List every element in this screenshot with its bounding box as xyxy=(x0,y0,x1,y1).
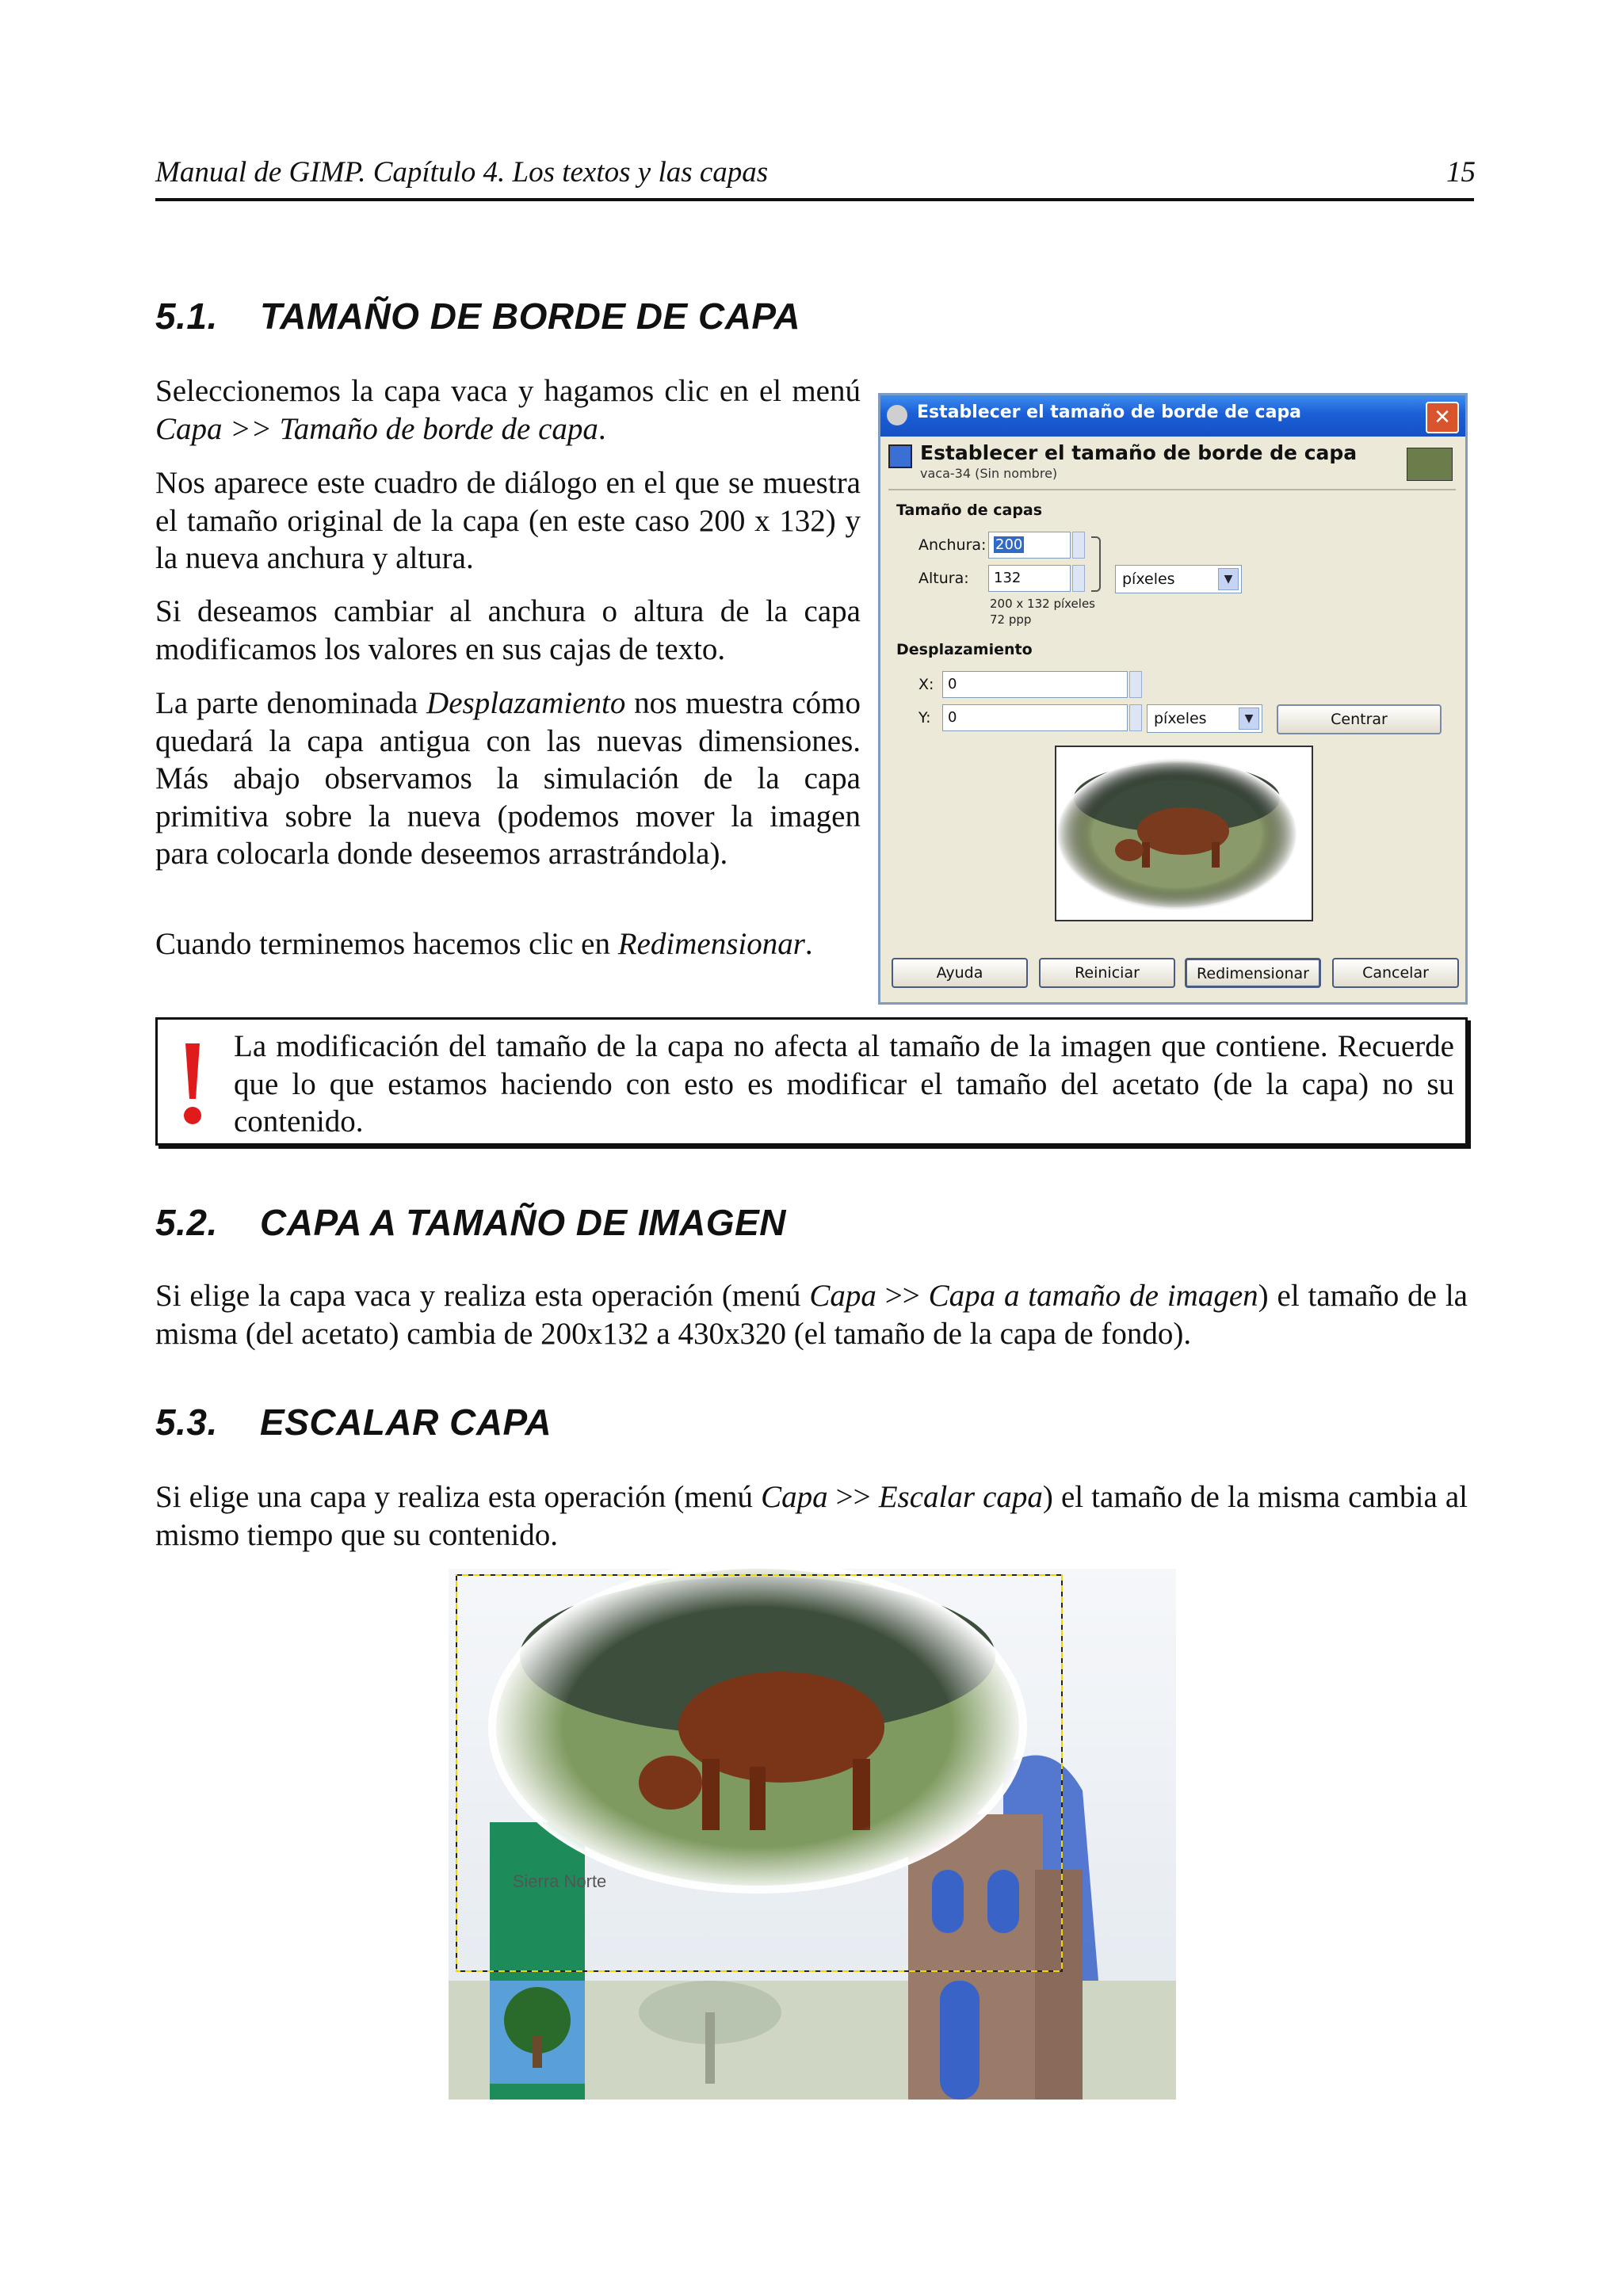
section-heading-5-3 xyxy=(155,1401,552,1444)
dialog-window-title: Establecer el tamaño de borde de capa xyxy=(917,402,1302,422)
help-button[interactable]: Ayuda xyxy=(892,958,1028,988)
text-run: Seleccionemos la capa vaca y hagamos clic en el menú xyxy=(155,374,861,408)
emphasis: Capa xyxy=(761,1480,828,1514)
text-run: . xyxy=(598,411,606,446)
size-section-label: Tamaño de capas xyxy=(896,502,1043,519)
text-run: Si elige una capa y realiza esta operación (menú xyxy=(155,1480,762,1514)
layer-thumbnail xyxy=(1407,448,1453,481)
menu-path: Capa >> Tamaño de borde de capa xyxy=(155,411,598,446)
scaled-layer-image xyxy=(449,1569,1176,2100)
width-value: 200 xyxy=(995,536,1023,553)
text-run: ) el tamaño de la misma cambia al mismo tiempo que su contenido. xyxy=(155,1480,1468,1552)
section-heading-5-2 xyxy=(155,1201,786,1244)
y-offset-value: 0 xyxy=(948,709,957,726)
section-number: 5.2. xyxy=(155,1202,218,1243)
size-unit-value: píxeles xyxy=(1122,570,1175,588)
resize-button[interactable]: Redimensionar xyxy=(1185,958,1321,988)
text-run: Cuando terminemos hacemos clic en xyxy=(155,927,618,961)
gimp-icon xyxy=(887,405,907,425)
chevron-down-icon: ▼ xyxy=(1218,568,1239,590)
emphasis: Escalar capa xyxy=(878,1480,1043,1514)
page-number: 15 xyxy=(1446,156,1476,189)
y-offset-input[interactable] xyxy=(942,704,1128,731)
height-spinner[interactable] xyxy=(1072,565,1085,592)
section-number: 5.3. xyxy=(155,1402,218,1443)
x-offset-value: 0 xyxy=(948,676,957,692)
cancel-button[interactable]: Cancelar xyxy=(1332,958,1459,988)
book-title: Sierra Norte xyxy=(512,1871,607,1891)
y-offset-spinner[interactable] xyxy=(1129,704,1142,731)
text-run: >> xyxy=(827,1480,879,1514)
layer-resize-icon xyxy=(888,444,912,468)
text-run: Si elige la capa vaca y realiza esta operación (menú xyxy=(155,1279,810,1313)
x-offset-input[interactable] xyxy=(942,671,1128,698)
width-spinner[interactable] xyxy=(1072,532,1085,559)
emphasis: Desplazamiento xyxy=(426,686,626,720)
warning-text: La modificación del tamaño de la capa no afecta al tamaño de la imagen que contiene. Recuerde que lo que estamos haciendo con esto es modificar el tamaño del acetato (de la capa) no su contenido. xyxy=(234,1029,1454,1138)
center-button[interactable]: Centrar xyxy=(1277,704,1442,734)
dialog-subheading: vaca-34 (Sin nombre) xyxy=(920,466,1058,481)
paragraph-3: Si deseamos cambiar al anchura o altura de la capa modificamos los valores en sus cajas de texto. xyxy=(155,594,861,666)
height-label: Altura: xyxy=(918,570,969,587)
paragraph-5-2 xyxy=(155,1277,1468,1352)
dialog-separator xyxy=(888,489,1456,490)
width-input[interactable] xyxy=(988,532,1071,559)
paragraph-5-3 xyxy=(155,1478,1468,1554)
section-title: ESCALAR CAPA xyxy=(260,1402,552,1443)
paragraph-4 xyxy=(155,685,861,873)
reset-button[interactable]: Reiniciar xyxy=(1039,958,1175,988)
chevron-down-icon: ▼ xyxy=(1239,707,1259,730)
y-label: Y: xyxy=(918,709,931,727)
x-offset-spinner[interactable] xyxy=(1129,671,1142,698)
close-icon[interactable]: ✕ xyxy=(1426,402,1459,433)
x-label: X: xyxy=(918,676,934,693)
running-header-title: Manual de GIMP. Capítulo 4. Los textos y las capas xyxy=(155,156,769,189)
text-run: La parte denominada xyxy=(155,686,427,720)
preview-image xyxy=(1056,747,1308,917)
height-value: 132 xyxy=(994,570,1022,586)
dialog-heading: Establecer el tamaño de borde de capa xyxy=(920,441,1358,464)
exclamation-icon xyxy=(183,1040,202,1127)
offset-section-label: Desplazamiento xyxy=(896,641,1033,658)
dialog-titlebar xyxy=(880,395,1465,437)
layer-boundary-size-dialog xyxy=(878,393,1468,1005)
offset-unit-select[interactable] xyxy=(1147,704,1262,733)
emphasis: Redimensionar xyxy=(617,927,805,961)
warning-note xyxy=(155,1017,1468,1146)
width-label: Anchura: xyxy=(918,536,987,554)
header-rule xyxy=(155,198,1474,201)
emphasis: Capa a tamaño de imagen xyxy=(928,1279,1258,1313)
offset-unit-value: píxeles xyxy=(1154,710,1207,727)
text-run: >> xyxy=(876,1279,929,1313)
resolution-info: 72 ppp xyxy=(990,612,1032,627)
text-run: ) el tamaño de la misma (del acetato) cambia de 200x132 a 430x320 (el tamaño de la capa de fondo). xyxy=(155,1279,1468,1351)
paragraph-1 xyxy=(155,372,861,448)
chain-link-icon[interactable] xyxy=(1091,536,1101,592)
text-run: nos muestra cómo quedará la capa antigua con las nuevas dimensiones. Más abajo observamos la simulación de la capa primitiva sobre la nueva (podemos mover la imagen para colocarla donde deseemos arrastrándola). xyxy=(155,686,861,871)
section-heading-5-1 xyxy=(155,295,800,338)
emphasis: Capa xyxy=(809,1279,876,1313)
text-run: . xyxy=(804,927,813,961)
offset-preview[interactable] xyxy=(1055,746,1313,921)
paragraph-5 xyxy=(155,925,861,963)
height-input[interactable] xyxy=(988,565,1071,592)
section-title: CAPA A TAMAÑO DE IMAGEN xyxy=(260,1202,786,1243)
size-info: 200 x 132 píxeles xyxy=(990,597,1095,611)
paragraph-2: Nos aparece este cuadro de diálogo en el que se muestra el tamaño original de la capa (en este caso 200 x 132) y la nueva anchura y altura. xyxy=(155,466,861,575)
section-title: TAMAÑO DE BORDE DE CAPA xyxy=(260,296,800,337)
section-number: 5.1. xyxy=(155,296,218,337)
size-unit-select[interactable] xyxy=(1115,565,1242,593)
